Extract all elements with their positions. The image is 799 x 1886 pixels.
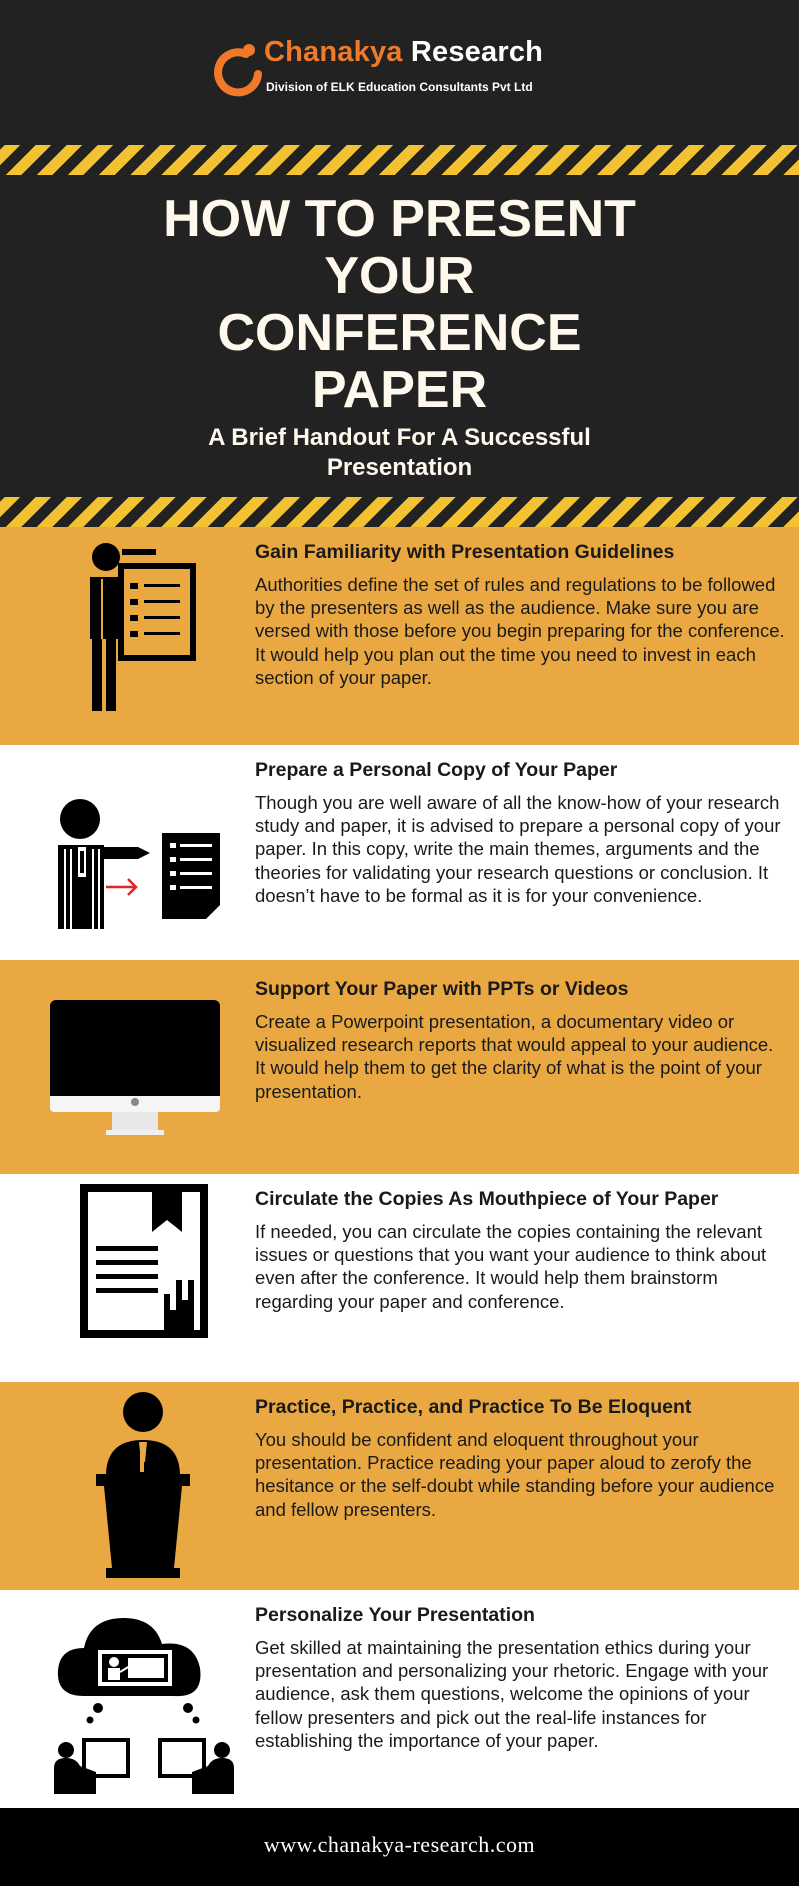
logo-name: Chanakya Research — [264, 36, 544, 68]
section-guidelines — [0, 527, 799, 745]
hazard-stripe-bottom — [0, 497, 799, 527]
logo-division: Division of ELK Education Consultants Pvt Ltd — [266, 80, 533, 94]
section-circulate-copies — [0, 1174, 799, 1382]
section-body: You should be confident and eloquent throughout your presentation. Practice reading your paper aloud to zerofy the hesitance or the self-doubt while standing before your audience and fellow presenters. — [255, 1429, 775, 1520]
section-heading: Circulate the Copies As Mouthpiece of Your Paper — [255, 1188, 719, 1210]
title-band — [0, 175, 799, 497]
speaker-podium-icon — [96, 1392, 196, 1580]
section-heading: Support Your Paper with PPTs or Videos — [255, 978, 629, 1000]
section-personalize — [0, 1590, 799, 1808]
section-heading: Practice, Practice, and Practice To Be Eloquent — [255, 1396, 692, 1418]
person-document-icon — [56, 799, 228, 929]
cloud-audience-icon — [54, 1616, 234, 1794]
footer — [0, 1808, 799, 1886]
header — [0, 0, 799, 145]
hazard-stripe-top — [0, 145, 799, 175]
section-body: Get skilled at maintaining the presentation ethics during your presentation and personalizing your rhetoric. Engage with your audience, ask them questions, welcome the opinions of your fellow presenters and pick out the real-life instances for establishing the importance of your paper. — [255, 1637, 769, 1751]
section-body: Though you are well aware of all the know-how of your research study and paper, it is advised to prepare a personal copy of your paper. In this copy, write the main themes, arguments and the theories for validating your research questions or conclusion. It doesn’t have to be formal as it is for your convenience. — [255, 792, 781, 906]
section-personal-copy — [0, 745, 799, 960]
page-title: HOW TO PRESENT YOUR CONFERENCE PAPER — [163, 190, 636, 419]
bookmarked-document-icon — [80, 1184, 208, 1338]
monitor-icon — [50, 1000, 220, 1136]
logo — [212, 36, 592, 100]
section-body: Authorities define the set of rules and regulations to be followed by the presenters as well as the audience. Make sure you are versed with those before you begin preparing for the conference. It would help you plan out the time you need to invest in each section of your paper. — [255, 574, 785, 688]
section-heading: Personalize Your Presentation — [255, 1604, 535, 1626]
section-heading: Prepare a Personal Copy of Your Paper — [255, 759, 618, 781]
section-body: Create a Powerpoint presentation, a documentary video or visualized research reports that would appeal to your audience. It would help them to get the clarity of what is the point of your presentation. — [255, 1011, 774, 1102]
section-ppt-videos — [0, 960, 799, 1174]
logo-mark-icon — [212, 40, 268, 100]
presenter-clipboard-icon — [62, 543, 202, 713]
footer-url[interactable]: www.chanakya-research.com — [263, 1832, 536, 1857]
section-heading: Gain Familiarity with Presentation Guidelines — [255, 541, 675, 563]
page-subtitle: A Brief Handout For A Successful Presentation — [208, 424, 591, 481]
section-practice — [0, 1382, 799, 1590]
section-body: If needed, you can circulate the copies containing the relevant issues or questions that you want your audience to think about even after the conference. It would help them brainstorm regarding your paper and conference. — [255, 1221, 767, 1312]
